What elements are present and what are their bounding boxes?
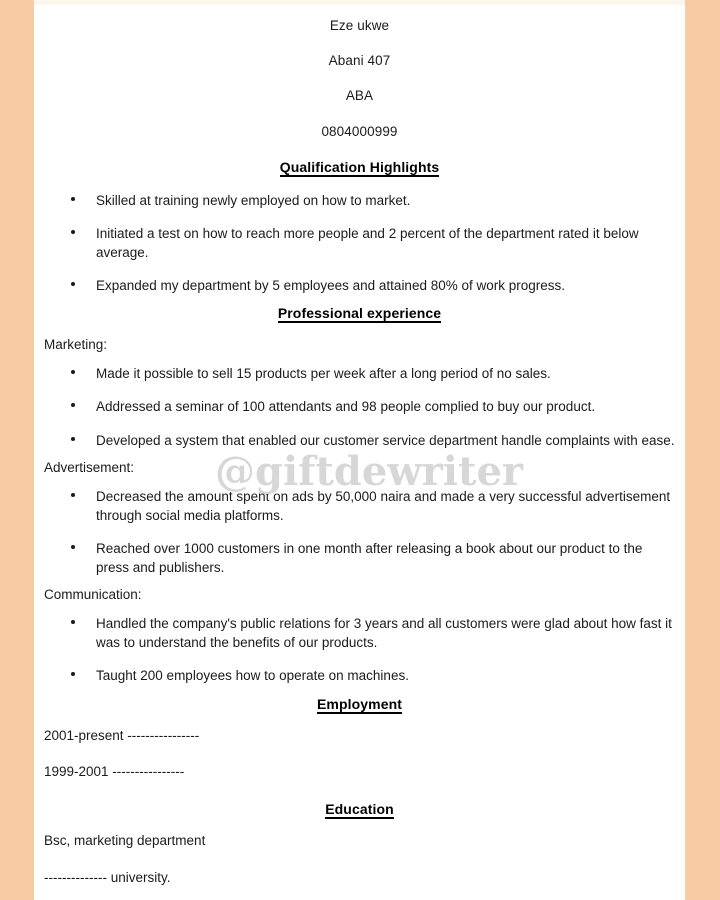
communication-list — [42, 614, 677, 685]
document-page — [34, 0, 685, 900]
list-item — [42, 539, 677, 577]
marketing-list — [42, 364, 677, 449]
bullet-dot-icon — [71, 493, 75, 497]
qualification-highlights-list — [42, 191, 677, 296]
section-heading-label: Education — [325, 801, 394, 818]
list-item-text: Decreased the amount spent on ads by 50,000 naira and made a very successful advertisement through social media platforms. — [96, 488, 671, 523]
section-heading-label: Employment — [316, 695, 402, 712]
list-item-text: Handled the company's public relations for 3 years and all customers were glad about how fast it was to understand the benefits of our products. — [96, 616, 672, 651]
subsection-label-advertisement: Advertisement: — [44, 459, 135, 475]
bullet-dot-icon — [71, 545, 75, 549]
list-item — [42, 276, 677, 295]
bullet-dot-icon — [71, 437, 75, 441]
subsection-label-communication: Communication: — [44, 587, 142, 603]
list-item — [42, 487, 677, 525]
bullet-dot-icon — [71, 370, 75, 374]
bullet-dot-icon — [71, 672, 75, 676]
candidate-city: ABA — [345, 88, 374, 104]
list-item — [42, 614, 677, 652]
education-entry: -------------- university. — [44, 870, 171, 886]
list-item — [42, 191, 677, 210]
list-item — [42, 224, 677, 262]
advertisement-list — [42, 487, 677, 578]
section-heading-employment — [42, 696, 677, 714]
subsection-label-marketing: Marketing: — [44, 337, 108, 353]
section-heading-qualification-highlights — [42, 159, 677, 177]
bullet-dot-icon — [71, 197, 75, 201]
list-item-text: Addressed a seminar of 100 attendants and 98 people complied to buy our product. — [96, 399, 596, 415]
section-heading-label: Qualification Highlights — [279, 158, 440, 175]
list-item — [42, 431, 677, 450]
employment-entry: 2001-present ---------------- — [44, 727, 200, 743]
contact-header — [42, 18, 677, 140]
employment-entry: 1999-2001 ---------------- — [44, 764, 185, 780]
section-heading-education — [42, 801, 677, 819]
list-item-text: Reached over 1000 customers in one month after releasing a book about our product to the press and publishers. — [96, 540, 643, 576]
list-item-text: Expanded my department by 5 employees and attained 80% of work progress. — [96, 278, 566, 294]
section-heading-professional-experience — [42, 305, 677, 323]
watermark: @giftdewriter — [215, 448, 523, 495]
bullet-dot-icon — [71, 620, 75, 624]
bullet-dot-icon — [71, 403, 75, 407]
education-entry: Bsc, marketing department — [44, 833, 206, 849]
section-heading-label: Professional experience — [277, 305, 442, 322]
bullet-dot-icon — [71, 282, 75, 286]
bullet-dot-icon — [71, 230, 75, 234]
list-item-text: Initiated a test on how to reach more people and 2 percent of the department rated it below average. — [96, 225, 639, 261]
list-item — [42, 666, 677, 685]
list-item-text: Taught 200 employees how to operate on machines. — [96, 668, 409, 684]
list-item — [42, 364, 677, 383]
list-item-text: Developed a system that enabled our customer service department handle complaints with ease. — [96, 432, 675, 448]
list-item — [42, 397, 677, 416]
candidate-address: Abani 407 — [328, 53, 391, 69]
list-item-text: Made it possible to sell 15 products per week after a long period of no sales. — [96, 366, 551, 382]
candidate-name: Eze ukwe — [329, 18, 390, 33]
list-item-text: Skilled at training newly employed on how to market. — [96, 192, 411, 208]
document-content — [42, 0, 677, 887]
candidate-phone: 0804000999 — [321, 123, 398, 139]
